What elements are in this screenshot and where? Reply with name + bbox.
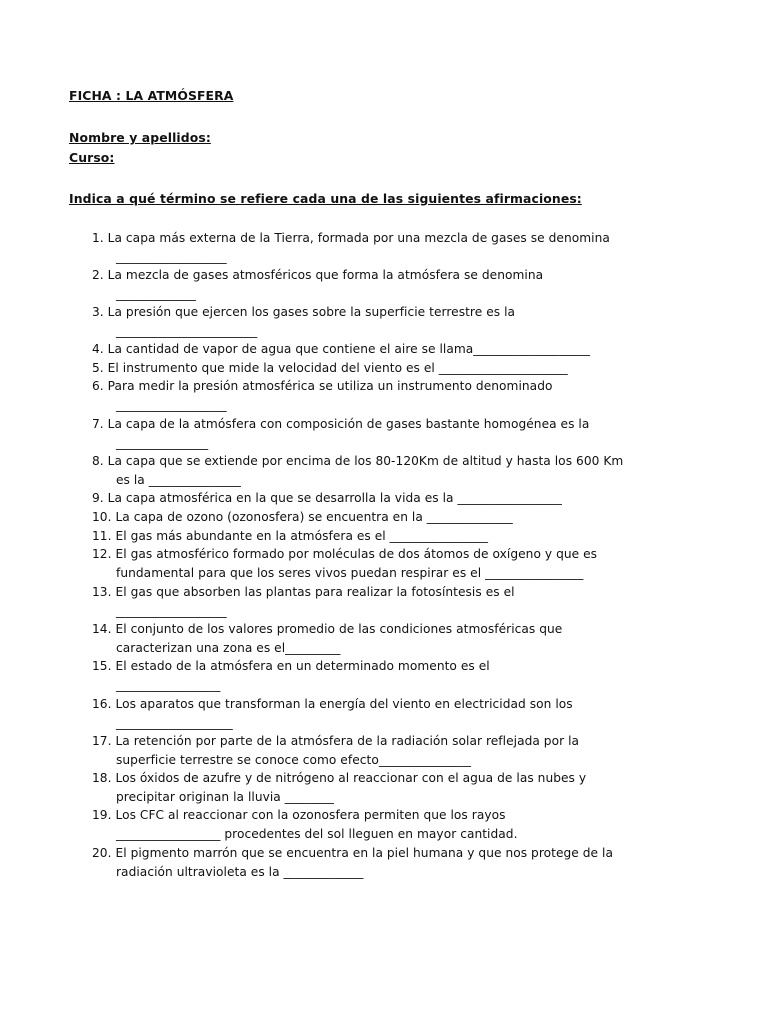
name-label: Nombre y apellidos: <box>69 130 211 145</box>
instructions: Indica a qué término se refiere cada una de las siguientes afirmaciones: <box>69 191 582 206</box>
answer-line-1: __________________ <box>116 250 227 264</box>
question-16: 16. Los aparatos que transforman la energía del viento en electricidad son los <box>92 697 573 711</box>
question-15: 15. El estado de la atmósfera en un determinado momento es el <box>92 659 490 673</box>
answer-line-17: superficie terrestre se conoce como efecto_______________ <box>116 753 471 767</box>
answer-line-20: radiación ultravioleta es la _____________ <box>116 865 364 879</box>
question-7: 7. La capa de la atmósfera con composición de gases bastante homogénea es la <box>92 417 590 431</box>
question-6: 6. Para medir la presión atmosférica se utiliza un instrumento denominado <box>92 379 553 393</box>
answer-line-16: ___________________ <box>116 716 233 730</box>
worksheet-title: FICHA : LA ATMÓSFERA <box>69 88 234 103</box>
question-4: 4. La cantidad de vapor de agua que contiene el aire se llama___________________ <box>92 342 591 356</box>
question-9: 9. La capa atmosférica en la que se desarrolla la vida es la _________________ <box>92 491 562 505</box>
question-12: 12. El gas atmosférico formado por moléculas de dos átomos de oxígeno y que es <box>92 547 598 561</box>
answer-line-13: __________________ <box>116 604 227 618</box>
question-20: 20. El pigmento marrón que se encuentra en la piel humana y que nos protege de la <box>92 846 613 860</box>
answer-line-14: caracterizan una zona es el_________ <box>116 641 341 655</box>
question-11: 11. El gas más abundante en la atmósfera es el ________________ <box>92 529 488 543</box>
course-label: Curso: <box>69 150 115 165</box>
question-14: 14. El conjunto de los valores promedio de las condiciones atmosféricas que <box>92 622 563 636</box>
answer-line-3: _______________________ <box>116 324 258 338</box>
question-18: 18. Los óxidos de azufre y de nitrógeno al reaccionar con el agua de las nubes y <box>92 771 587 785</box>
question-10: 10. La capa de ozono (ozonosfera) se encuentra en la ______________ <box>92 510 513 524</box>
question-17: 17. La retención por parte de la atmósfera de la radiación solar reflejada por la <box>92 734 580 748</box>
answer-line-15: _________________ <box>116 678 221 692</box>
answer-line-19: _________________ procedentes del sol lleguen en mayor cantidad. <box>116 827 518 841</box>
question-1: 1. La capa más externa de la Tierra, formada por una mezcla de gases se denomina <box>92 231 610 245</box>
question-2: 2. La mezcla de gases atmosféricos que forma la atmósfera se denomina <box>92 268 544 282</box>
question-8: 8. La capa que se extiende por encima de los 80-120Km de altitud y hasta los 600 Km <box>92 454 624 468</box>
answer-line-7: _______________ <box>116 436 209 450</box>
answer-line-12: fundamental para que los seres vivos puedan respirar es el ________________ <box>116 566 584 580</box>
question-5: 5. El instrumento que mide la velocidad del viento es el _____________________ <box>92 361 568 375</box>
answer-line-6: __________________ <box>116 398 227 412</box>
question-13: 13. El gas que absorben las plantas para realizar la fotosíntesis es el <box>92 585 515 599</box>
answer-line-8: es la _______________ <box>116 473 241 487</box>
question-19: 19. Los CFC al reaccionar con la ozonosfera permiten que los rayos <box>92 808 506 822</box>
answer-line-2: _____________ <box>116 287 196 301</box>
question-3: 3. La presión que ejercen los gases sobre la superficie terrestre es la <box>92 305 516 319</box>
answer-line-18: precipitar originan la lluvia ________ <box>116 790 334 804</box>
